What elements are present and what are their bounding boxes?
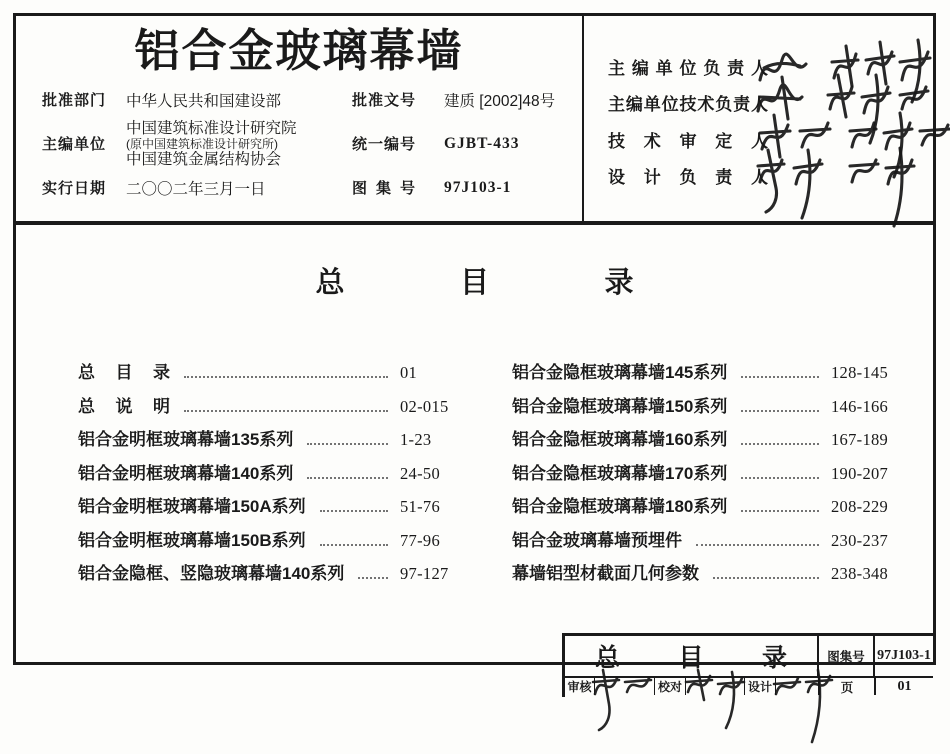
atlas-no-value: 97J103-1 bbox=[873, 636, 933, 676]
toc-entry-title: 铝合金隐框玻璃幕墙170系列 bbox=[512, 463, 728, 483]
dotted-leader bbox=[320, 510, 388, 512]
toc-entry bbox=[78, 531, 472, 551]
toc-entry bbox=[78, 363, 472, 383]
signature-scribble bbox=[752, 138, 950, 238]
toc-entry-pages: 24-50 bbox=[400, 463, 440, 483]
designer-label: 设计 bbox=[744, 678, 776, 695]
toc-entry-pages: 190-207 bbox=[831, 463, 889, 483]
toc-entry-title: 铝合金明框玻璃幕墙150A系列 bbox=[78, 497, 306, 516]
signature-scribble bbox=[589, 664, 663, 754]
toc-entry-title: 铝合金明框玻璃幕墙150B系列 bbox=[78, 530, 306, 550]
checker-label: 校对 bbox=[654, 678, 686, 695]
signer-label: 主编单位负责人 bbox=[608, 58, 768, 78]
dotted-leader bbox=[307, 443, 388, 445]
toc-entry-pages: 01 bbox=[400, 363, 418, 382]
title-block-row-bottom bbox=[565, 678, 933, 695]
signer-row-design bbox=[584, 158, 933, 195]
signer-label: 设计负责人 bbox=[608, 168, 768, 188]
chief-editor-line3: 中国建筑金属结构协会 bbox=[126, 150, 282, 168]
toc-right-column bbox=[512, 363, 905, 598]
document-title: 铝合金玻璃幕墙 bbox=[134, 25, 464, 76]
dotted-leader bbox=[741, 510, 819, 512]
toc-heading: 总目录 bbox=[315, 267, 634, 299]
uniform-no-label: 统一编号 bbox=[352, 136, 417, 153]
page-frame bbox=[13, 13, 936, 695]
signature-scribble bbox=[680, 664, 754, 754]
header bbox=[16, 16, 933, 225]
toc-entry-title: 幕墙铝型材截面几何参数 bbox=[512, 564, 699, 583]
toc-entry bbox=[78, 497, 472, 517]
metadata-table bbox=[16, 89, 582, 199]
drawing-title-block bbox=[562, 633, 933, 697]
toc-entry bbox=[78, 430, 472, 450]
toc-entry bbox=[512, 430, 905, 450]
toc-entry-title: 铝合金隐框、竖隐玻璃幕墙140系列 bbox=[78, 564, 345, 583]
toc-entry bbox=[512, 564, 905, 584]
toc-entry-pages: 97-127 bbox=[400, 564, 449, 583]
dotted-leader bbox=[741, 477, 819, 479]
signers-panel bbox=[584, 16, 933, 221]
toc-entry-pages: 128-145 bbox=[831, 363, 889, 382]
page-number: 01 bbox=[874, 678, 933, 695]
atlas-no-label: 图集号 bbox=[817, 636, 873, 676]
toc-entry-title: 铝合金隐框玻璃幕墙145系列 bbox=[512, 363, 728, 382]
dotted-leader bbox=[741, 410, 819, 412]
sheet-title: 总目录 bbox=[595, 644, 787, 672]
dotted-leader bbox=[184, 376, 388, 378]
toc-entry bbox=[512, 497, 905, 517]
toc-entry-pages: 208-229 bbox=[831, 497, 889, 516]
dotted-leader bbox=[741, 376, 819, 378]
dotted-leader bbox=[713, 577, 819, 579]
toc-entry-title: 铝合金隐框玻璃幕墙160系列 bbox=[512, 430, 728, 449]
page-label: 页 bbox=[818, 678, 874, 695]
toc-entry-pages: 51-76 bbox=[400, 497, 440, 516]
effect-date-value: 二〇〇二年三月一日 bbox=[126, 180, 266, 198]
toc-entry bbox=[512, 397, 905, 417]
dotted-leader bbox=[741, 443, 819, 445]
dotted-leader bbox=[307, 477, 388, 479]
toc-entry-pages: 02-015 bbox=[400, 396, 449, 416]
dotted-leader bbox=[184, 410, 388, 412]
toc-entry-title: 总目录 bbox=[78, 363, 170, 382]
signer-label: 技术审定人 bbox=[608, 131, 768, 151]
approve-doc-label: 批准文号 bbox=[352, 92, 417, 109]
chief-editor-line2: (原中国建筑标准设计研究所) bbox=[126, 136, 278, 151]
toc-entry bbox=[512, 363, 905, 383]
toc-entry-pages: 238-348 bbox=[831, 564, 889, 583]
approve-dept-value: 中华人民共和国建设部 bbox=[126, 92, 282, 110]
toc-entry-title: 铝合金明框玻璃幕墙140系列 bbox=[78, 463, 294, 483]
toc-entry-pages: 1-23 bbox=[400, 430, 432, 449]
table-of-contents bbox=[78, 363, 905, 598]
reviewer-label: 审核 bbox=[565, 678, 595, 695]
toc-entry bbox=[512, 531, 905, 551]
chief-editor-value bbox=[126, 120, 352, 168]
toc-entry-title: 铝合金隐框玻璃幕墙180系列 bbox=[512, 497, 728, 516]
uniform-no-value: GJBT-433 bbox=[444, 134, 520, 152]
toc-entry-title: 铝合金明框玻璃幕墙135系列 bbox=[78, 430, 294, 449]
chief-editor-label: 主编单位 bbox=[42, 136, 107, 153]
header-info-panel bbox=[16, 16, 584, 221]
dotted-leader bbox=[358, 577, 388, 579]
toc-entry-title: 铝合金玻璃幕墙预埋件 bbox=[512, 530, 682, 550]
approval-signatures-cell bbox=[565, 678, 818, 695]
signer-label: 主编单位技术负责人 bbox=[608, 95, 768, 115]
approve-dept-label: 批准部门 bbox=[42, 92, 107, 109]
toc-entry-pages: 167-189 bbox=[831, 430, 889, 449]
signature-scribble bbox=[768, 664, 842, 754]
main-content bbox=[16, 260, 933, 697]
atlas-no-label: 图集号 bbox=[352, 180, 416, 197]
toc-entry-pages: 230-237 bbox=[831, 530, 889, 550]
toc-entry bbox=[78, 397, 472, 417]
dotted-leader bbox=[696, 544, 819, 546]
toc-entry bbox=[78, 464, 472, 484]
toc-left-column bbox=[78, 363, 472, 598]
toc-entry-pages: 77-96 bbox=[400, 530, 440, 550]
toc-entry bbox=[78, 564, 472, 584]
dotted-leader bbox=[320, 544, 388, 546]
toc-entry-pages: 146-166 bbox=[831, 396, 889, 416]
approve-doc-value: 建质 [2002]48号 bbox=[444, 92, 556, 110]
toc-entry bbox=[512, 464, 905, 484]
chief-editor-line1: 中国建筑标准设计研究院 bbox=[126, 119, 297, 137]
toc-entry-title: 铝合金隐框玻璃幕墙150系列 bbox=[512, 396, 728, 416]
effect-date-label: 实行日期 bbox=[42, 180, 107, 197]
toc-entry-title: 总说明 bbox=[78, 396, 170, 416]
atlas-no-value: 97J103-1 bbox=[444, 178, 512, 196]
